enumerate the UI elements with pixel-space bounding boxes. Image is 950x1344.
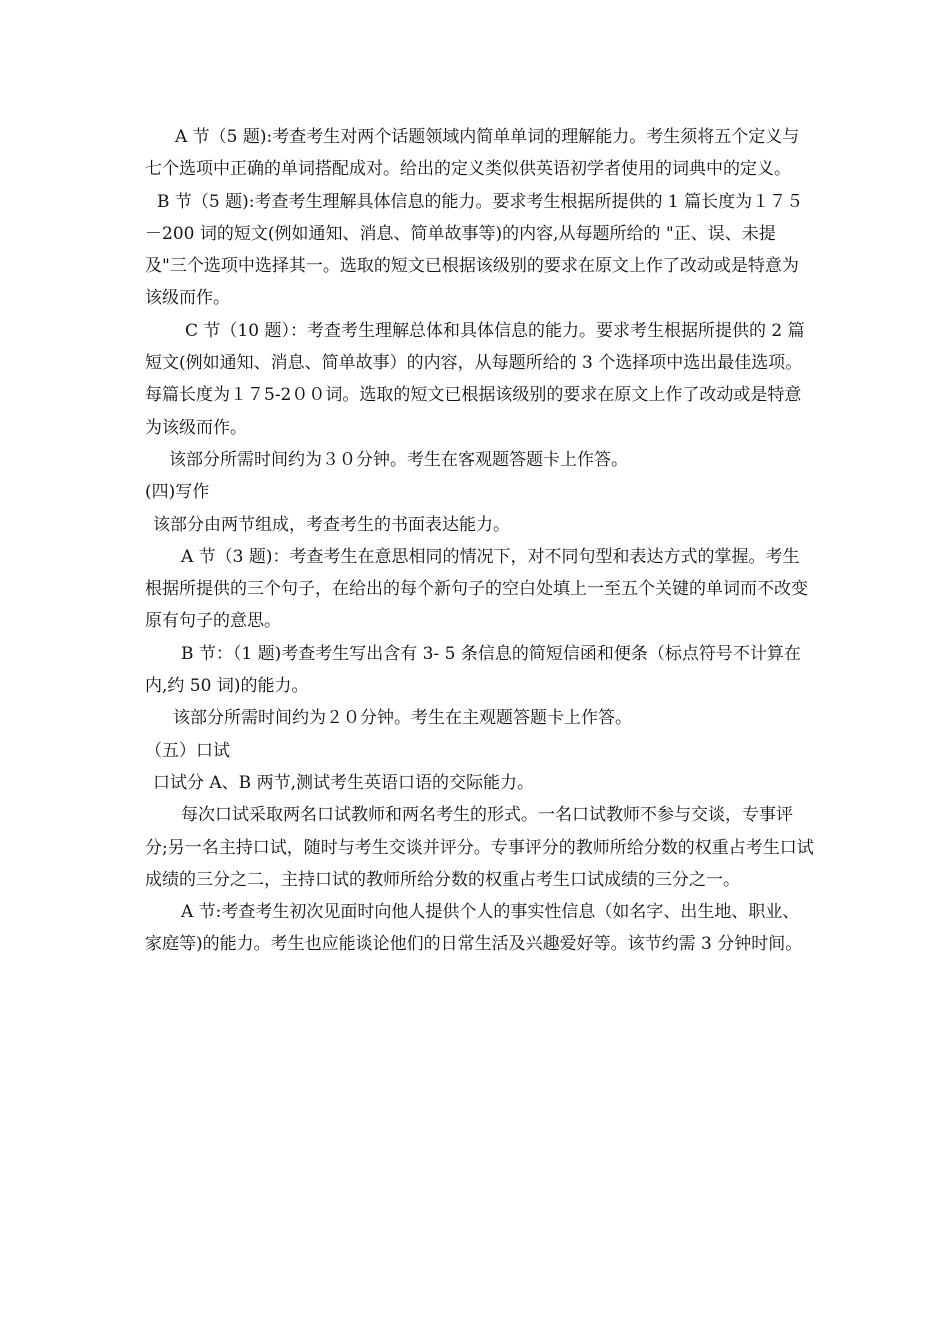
paragraph-oral-section-a: A 节:考查考生初次见面时向他人提供个人的事实性信息（如名字、出生地、职业、家庭等)的能力。考生也应能谈论他们的日常生活及兴趣爱好等。该节约需 3 分钟时间。 (145, 902, 803, 955)
paragraph-section-a-vocabulary: A 节（5 题):考查考生对两个话题领域内简单单词的理解能力。考生须将五个定义与七个选项中正确的单词搭配成对。给出的定义类似供英语初学者使用的词典中的定义。 (145, 127, 800, 180)
paragraph-oral-intro: 口试分 A、B 两节,测试考生英语口语的交际能力。 (153, 772, 534, 793)
paragraph-writing-section-b: B 节：（1 题)考查考生写出含有 3- 5 条信息的简短信函和便条（标点符号不计算在内,约 50 词)的能力。 (145, 643, 801, 697)
heading-writing: (四)写作 (145, 482, 210, 503)
paragraph-oral-format: 每次口试采取两名口试教师和两名考生的形式。一名口试教师不参与交谈，专事评分;另一名主持口试，随时与考生交谈并评分。专事评分的教师所给分数的权重占考生口试成绩的三分之二，主持口试的教师所给分数的权重占考生口试成绩的三分之一。 (145, 805, 814, 890)
paragraph-writing-intro: 该部分由两节组成，考查考生的书面表达能力。 (153, 514, 510, 535)
paragraph-section-c-reading: C 节（10 题）：考查考生理解总体和具体信息的能力。要求考生根据所提供的 2 篇短文(例如通知、消息、简单故事）的内容，从每题所给的 3 个选择项中选出最佳选项。每篇长度为１７5-2００词。选取的短文已根据该级别的要求在原文上作了改动或是特意为该级而作。 (145, 320, 805, 438)
paragraph-writing-section-a: A 节（3 题)：考查考生在意思相同的情况下，对不同句型和表达方式的掌握。考生根据所提供的三个句子，在给出的每个新句子的空白处填上一至五个关键的单词而不改变原有句子的意思。 (145, 546, 808, 632)
paragraph-reading-time: 该部分所需时间约为３０分钟。考生在客观题答题卡上作答。 (169, 449, 628, 470)
document-body (145, 121, 815, 961)
paragraph-section-b-reading: B 节（5 题):考查考生理解具体信息的能力。要求考生根据所提供的 1 篇长度为１７５－200 词的短文(例如通知、消息、简单故事等)的内容,从每题所给的 "正、误、未提及"三个选项中选择其一。选取的短文已根据该级别的要求在原文上作了改动或是特意为该级而作。 (145, 191, 804, 309)
paragraph-writing-time: 该部分所需时间约为２０分钟。考生在主观题答题卡上作答。 (173, 708, 632, 729)
heading-oral-test: （五）口试 (145, 740, 230, 761)
